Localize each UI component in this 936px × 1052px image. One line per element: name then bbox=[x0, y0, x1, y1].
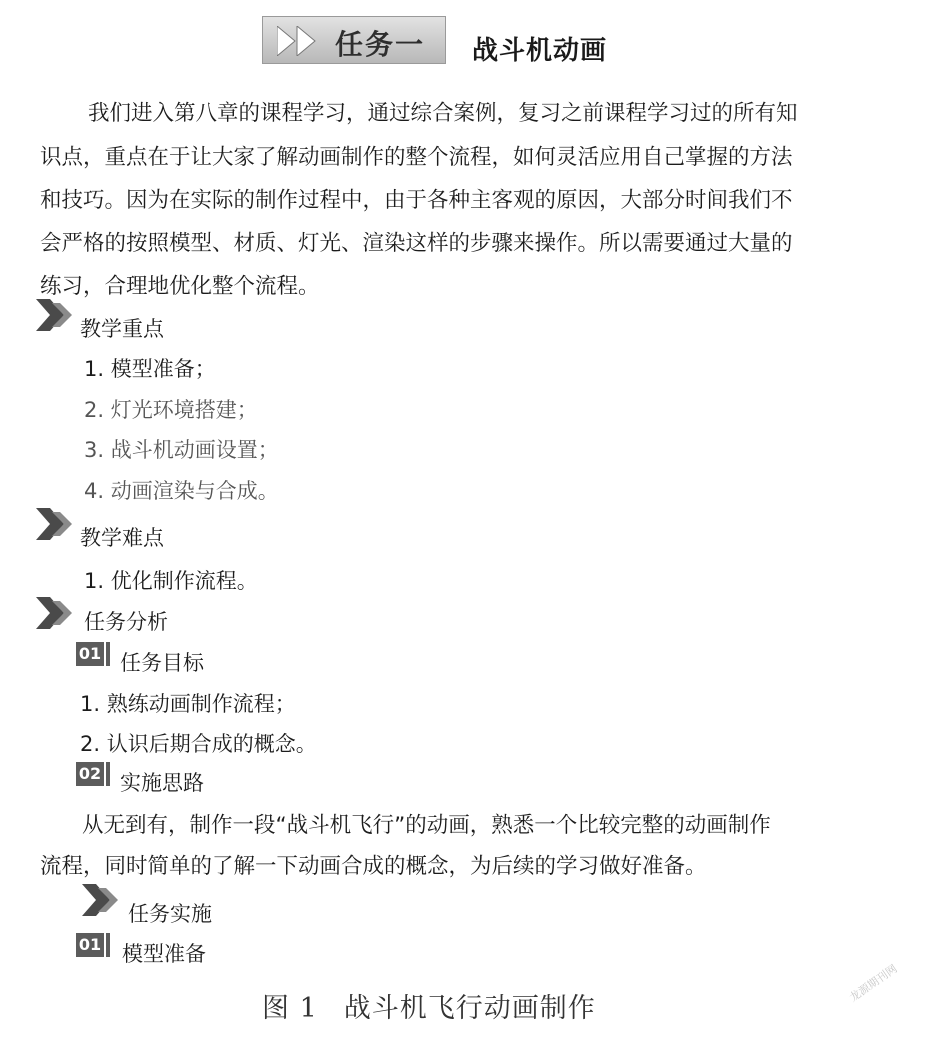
chevron-icon bbox=[36, 597, 76, 629]
subsection-heading-goal: 任务目标 bbox=[120, 651, 204, 675]
number-badge: 01 bbox=[76, 933, 104, 957]
section-heading-focus: 教学重点 bbox=[80, 317, 164, 341]
goal-item: 1. 熟练动画制作流程； bbox=[80, 692, 296, 716]
section-heading-implementation: 任务实施 bbox=[128, 902, 212, 926]
approach-line: 从无到有，制作一段“战斗机飞行”的动画，熟悉一个比较完整的动画制作 bbox=[82, 813, 771, 838]
task-tag bbox=[262, 16, 446, 64]
number-badge: 02 bbox=[76, 762, 104, 786]
chevron-icon bbox=[36, 508, 76, 540]
chevron-icon bbox=[82, 884, 122, 916]
figure-caption-text: 战斗机飞行动画制作 bbox=[343, 993, 596, 1024]
number-badge-bar bbox=[106, 933, 110, 957]
difficulty-item: 1. 优化制作流程。 bbox=[84, 569, 258, 593]
page-title: 战斗机动画 bbox=[472, 36, 608, 66]
intro-line: 识点，重点在于让大家了解动画制作的整个流程，如何灵活应用自己掌握的方法 bbox=[40, 145, 793, 170]
focus-item: 1. 模型准备； bbox=[84, 357, 216, 381]
step-heading-model: 模型准备 bbox=[122, 942, 206, 966]
task-tag-label: 任务一 bbox=[335, 28, 426, 61]
intro-line: 会严格的按照模型、材质、灯光、渲染这样的步骤来操作。所以需要通过大量的 bbox=[40, 231, 793, 256]
figure-caption-label: 图 1 bbox=[262, 993, 318, 1024]
number-badge: 01 bbox=[76, 642, 104, 666]
approach-line: 流程，同时简单的了解一下动画合成的概念，为后续的学习做好准备。 bbox=[40, 854, 707, 879]
number-badge-bar bbox=[106, 642, 110, 666]
intro-line: 我们进入第八章的课程学习，通过综合案例，复习之前课程学习过的所有知 bbox=[88, 101, 798, 126]
section-heading-analysis: 任务分析 bbox=[84, 610, 168, 634]
focus-item: 3. 战斗机动画设置； bbox=[84, 438, 279, 462]
number-badge-bar bbox=[106, 762, 110, 786]
chevron-icon bbox=[36, 299, 76, 331]
subsection-heading-approach: 实施思路 bbox=[120, 771, 204, 795]
section-heading-difficulty: 教学难点 bbox=[80, 526, 164, 550]
intro-line: 和技巧。因为在实际的制作过程中，由于各种主客观的原因，大部分时间我们不 bbox=[40, 188, 793, 213]
intro-line: 练习，合理地优化整个流程。 bbox=[40, 274, 320, 299]
double-arrow-icon bbox=[277, 26, 323, 56]
focus-item: 4. 动画渲染与合成。 bbox=[84, 479, 279, 503]
watermark: 龙源期刊网 bbox=[847, 962, 900, 1005]
figure-caption bbox=[262, 986, 596, 1025]
focus-item: 2. 灯光环境搭建； bbox=[84, 398, 258, 422]
goal-item: 2. 认识后期合成的概念。 bbox=[80, 732, 317, 756]
